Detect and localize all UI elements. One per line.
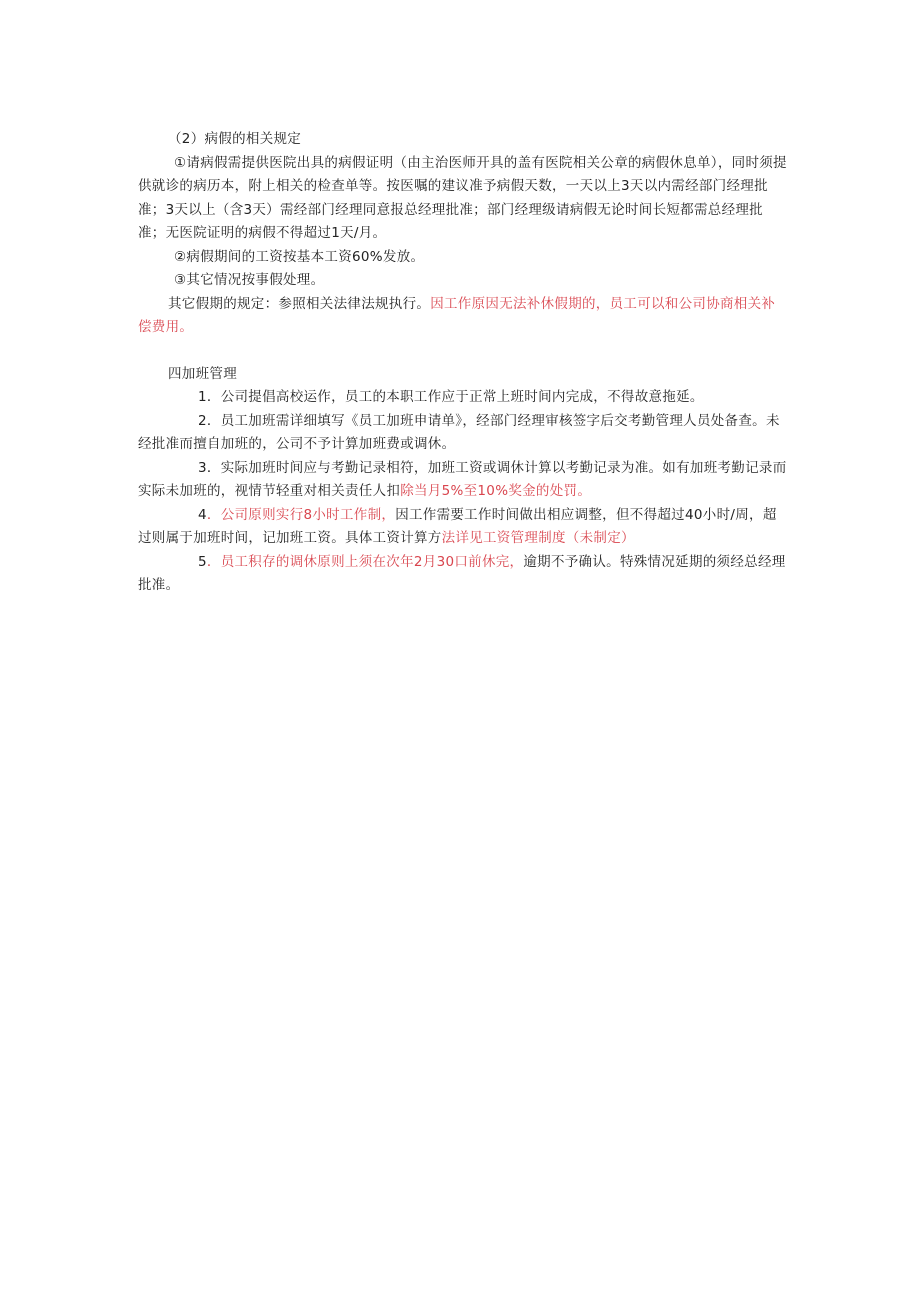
overtime-item-4-number: 4 — [198, 506, 207, 523]
other-leave-text: 其它假期的规定：参照相关法律法规执行。 — [168, 295, 431, 312]
overtime-item-5 — [138, 551, 788, 598]
overtime-item-2-text: ．员工加班需详细填写《员工加班申请单》，经部门经理审核签字后交考勤管理人员处备查。未经批准而擅自加班的，公司不予计算加班费或调休。 — [138, 412, 780, 452]
overtime-item-4-text: 因工作需要工作时间做出相应调整，但不得超过40小时/周，超过则属于加班时间，记加班工资。具体工资计算方 — [138, 506, 777, 546]
overtime-item-4-red-text-2: 法详见工资管理制度（未制定） — [441, 530, 635, 546]
overtime-item-1-text: ．公司提倡高校运作，员工的本职工作应于正常上班时间内完成，不得故意拖延。 — [206, 389, 704, 405]
sick-leave-item-2: ②病假期间的工资按基本工资60%发放。 — [174, 248, 425, 265]
overtime-item-2-number: 2 — [198, 412, 207, 429]
overtime-item-3-red-text: 除当月5%至10%奖金的处罚。 — [400, 483, 592, 499]
overtime-item-4 — [138, 504, 788, 551]
other-leave-paragraph — [138, 293, 788, 340]
sick-leave-heading: （2）病假的相关规定 — [168, 131, 302, 147]
other-leave-red-text: 因工作原因无法补休假期的，员工可以和公司协商相关补偿费用。 — [138, 295, 776, 335]
overtime-heading: 四加班管理 — [168, 365, 237, 382]
overtime-item-1-number: 1 — [198, 389, 207, 405]
sick-leave-item-3: ③其它情况按事假处理。 — [174, 272, 325, 288]
overtime-item-3-number: 3 — [198, 459, 207, 476]
overtime-item-5-text: 逾期不予确认。特殊情况延期的须经总经理批准。 — [138, 553, 786, 593]
overtime-item-3 — [138, 457, 788, 504]
sick-leave-item-1: ①请病假需提供医院出具的病假证明（由主治医师开具的盖有医院相关公章的病假休息单），同时须提供就诊的病历本，附上相关的检查单等。按医嘱的建议准予病假天数，一天以上3天以内需经部门经理批准；3天以上（含3天）需经部门经理同意报总经理批准；部门经理级请病假无论时间长短都需总经理批准；无医院证明的病假不得超过1天/月。 — [138, 154, 787, 241]
overtime-item-3-text: ．实际加班时间应与考勤记录相符，加班工资或调休计算以考勤记录为准。如有加班考勤记录而实际未加班的，视情节轻重对相关责任人扣 — [138, 459, 787, 499]
paragraph-gap — [138, 340, 788, 363]
overtime-item-5-number: 5 — [198, 553, 207, 570]
overtime-item-5-red-text: ．员工积存的调休原则上须在次年2月30口前休完， — [206, 553, 524, 570]
document-body — [138, 128, 788, 598]
overtime-item-2 — [138, 410, 788, 457]
overtime-item-1 — [138, 386, 788, 410]
overtime-item-4-red-text: ．公司原则实行8小时工作制， — [206, 506, 396, 523]
